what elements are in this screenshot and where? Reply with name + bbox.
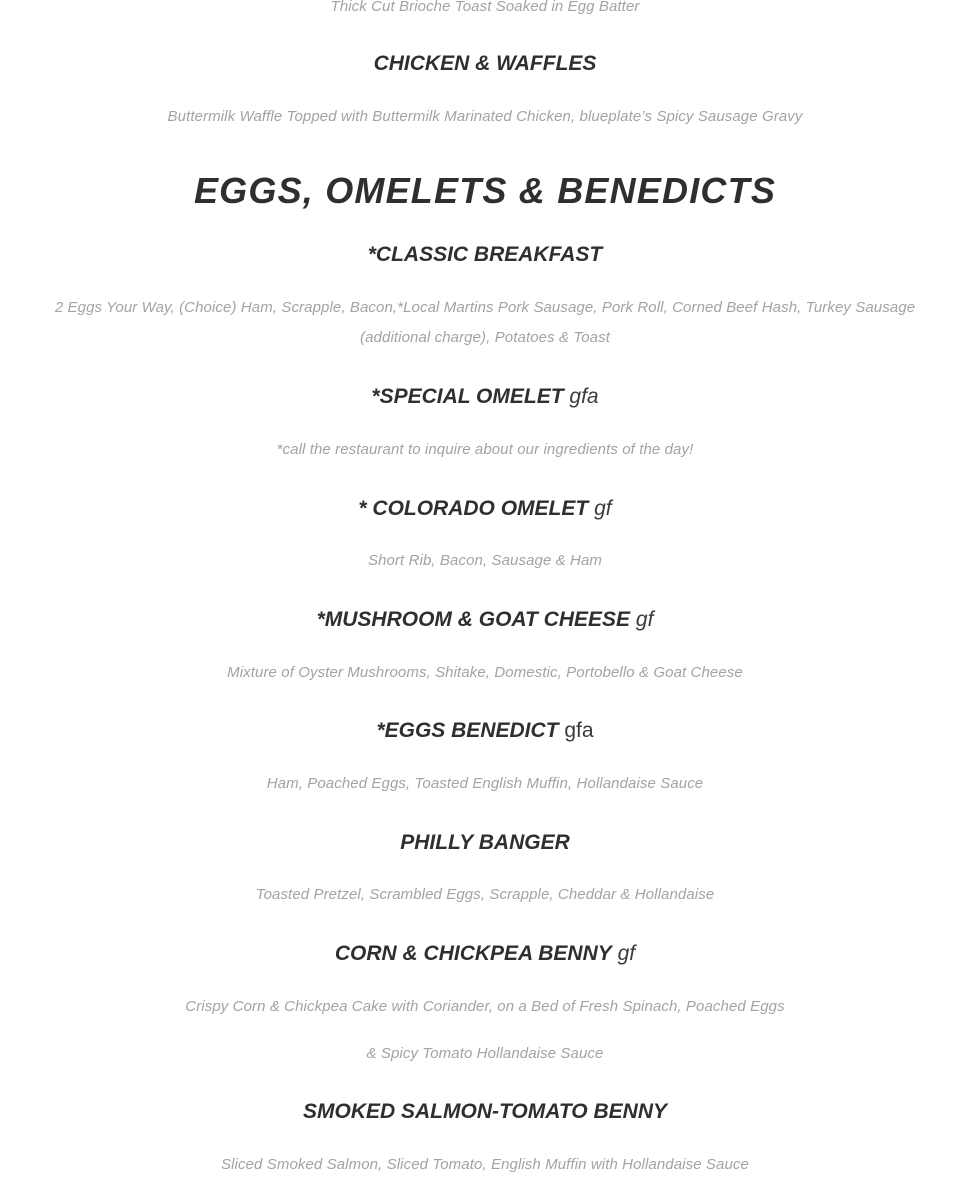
menu-item-title [0,494,970,524]
item-name: CHICKEN & WAFFLES [373,52,597,75]
item-name: * COLORADO OMELET [358,497,589,520]
item-name: CORN & CHICKPEA BENNY [334,942,612,965]
item-description-line-2: & Spicy Tomato Hollandaise Sauce [366,1045,604,1062]
item-name: PHILLY BANGER [400,831,570,854]
menu-item-title [0,828,970,858]
item-description: Sliced Smoked Salmon, Sliced Tomato, English Muffin with Hollandaise Sauce [221,1156,749,1173]
item-name: SMOKED SALMON-TOMATO BENNY [302,1100,667,1123]
item-description: Mixture of Oyster Mushrooms, Shitake, Domestic, Portobello & Goat Cheese [227,664,743,681]
item-description: 2 Eggs Your Way, (Choice) Ham, Scrapple, Bacon,*Local Martins Pork Sausage, Pork Roll, Corned Beef Hash, Turkey Sausage (additional charge), Potatoes & Toast [54,299,916,346]
item-description: Ham, Poached Eggs, Toasted English Muffin, Hollandaise Sauce [266,775,704,792]
section-title: EGGS, OMELETS & BENEDICTS [193,170,777,211]
item-description: Buttermilk Waffle Topped with Buttermilk Marinated Chicken, blueplate’s Spicy Sausage Gravy [167,108,803,125]
menu-item-title [0,382,970,412]
item-name: *MUSHROOM & GOAT CHEESE [316,608,631,631]
menu-item-title [0,605,970,635]
item-description: *call the restaurant to inquire about our ingredients of the day! [276,441,694,458]
item-description: Crispy Corn & Chickpea Cake with Coriander, on a Bed of Fresh Spinach, Poached Eggs [185,998,785,1015]
dietary-tag: gfa [564,719,594,742]
menu-item-title [0,939,970,969]
dietary-tag: gfa [569,385,599,408]
dietary-tag: gf [617,942,636,965]
french-toast-description: Thick Cut Brioche Toast Soaked in Egg Batter [330,0,640,15]
menu-item-title [0,49,970,79]
item-name: *EGGS BENEDICT [376,719,559,742]
item-name: *CLASSIC BREAKFAST [367,243,603,266]
item-description: Short Rib, Bacon, Sausage & Ham [367,552,603,569]
item-name: *SPECIAL OMELET [371,385,564,408]
menu-item-title [0,1097,970,1127]
menu-item-title [0,716,970,746]
dietary-tag: gf [594,497,612,520]
menu-item-title [0,240,970,270]
dietary-tag: gf [635,608,654,631]
item-description: Toasted Pretzel, Scrambled Eggs, Scrapple, Cheddar & Hollandaise [255,886,715,903]
